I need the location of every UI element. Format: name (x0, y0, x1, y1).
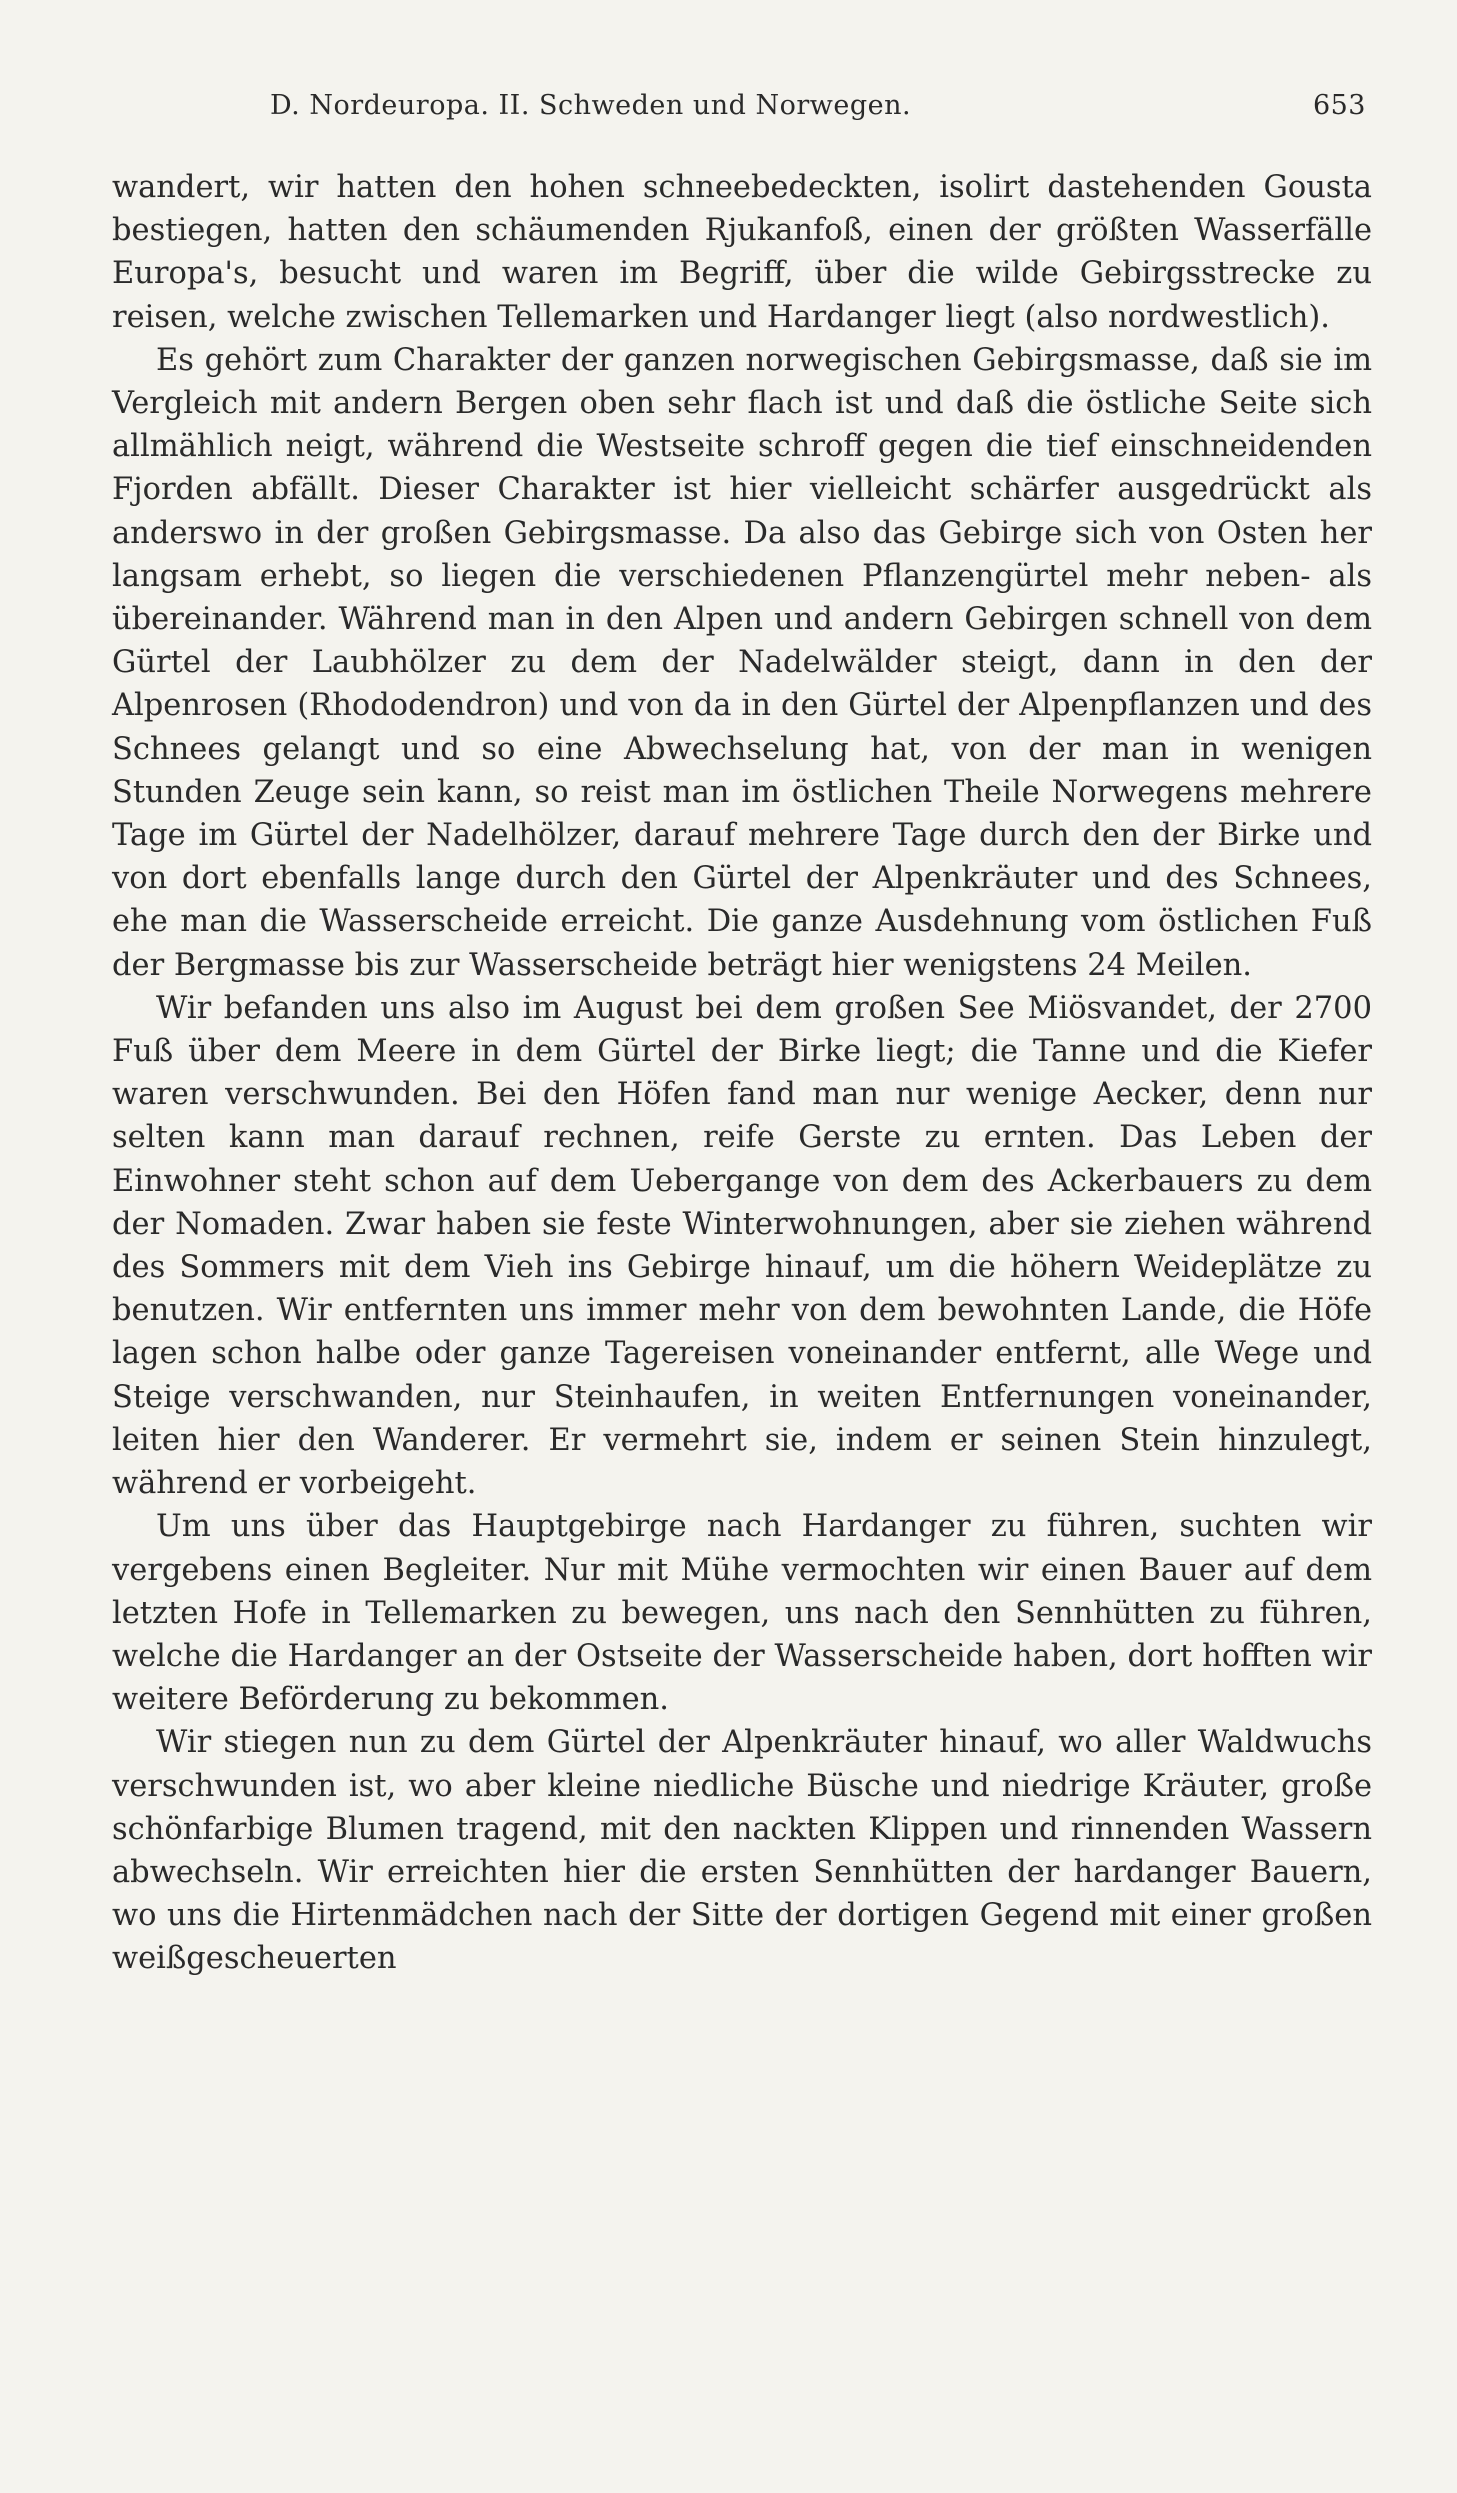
paragraph: Wir befanden uns also im August bei dem großen See Miösvandet, der 2700 Fuß über dem Meere in dem Gürtel der Birke liegt; die Tanne und die Kiefer waren verschwunden. Bei den Höfen fand man nur wenige Aecker, denn nur selten kann man darauf rechnen, reife Gerste zu ernten. Das Leben der Einwohner steht schon auf dem Uebergange von dem des Ackerbauers zu dem der Nomaden. Zwar haben sie feste Winterwohnungen, aber sie ziehen während des Sommers mit dem Vieh ins Gebirge hinauf, um die höhern Weideplätze zu benutzen. Wir entfernten uns immer mehr von dem bewohnten Lande, die Höfe lagen schon halbe oder ganze Tagereisen voneinander entfernt, alle Wege und Steige verschwanden, nur Steinhaufen, in weiten Entfernungen voneinander, leiten hier den Wanderer. Er vermehrt sie, indem er seinen Stein hinzulegt, während er vorbeigeht. (112, 990, 1372, 1502)
book-page (112, 84, 1372, 2464)
running-head (112, 84, 1372, 140)
body-text (112, 166, 1372, 1981)
page-number: 653 (1312, 90, 1366, 121)
paragraph: Um uns über das Hauptgebirge nach Hardanger zu führen, suchten wir vergebens einen Begleiter. Nur mit Mühe vermochten wir einen Bauer auf dem letzten Hofe in Tellemarken zu bewegen, uns nach den Sennhütten zu führen, welche die Hardanger an der Ostseite der Wasserscheide haben, dort hofften wir weitere Beförderung zu bekommen. (112, 1509, 1372, 1718)
running-head-title: D. Nordeuropa. II. Schweden und Norwegen. (270, 90, 912, 121)
paragraph: Es gehört zum Charakter der ganzen norwegischen Gebirgsmasse, daß sie im Vergleich mit andern Bergen oben sehr flach ist und daß die östliche Seite sich allmählich neigt, während die Westseite schroff gegen die tief einschneidenden Fjorden abfällt. Dieser Charakter ist hier vielleicht schärfer ausgedrückt als anderswo in der großen Gebirgsmasse. Da also das Gebirge sich von Osten her langsam erhebt, so liegen die verschiedenen Pflanzengürtel mehr neben- als übereinander. Während man in den Alpen und andern Gebirgen schnell von dem Gürtel der Laubhölzer zu dem der Nadelwälder steigt, dann in den der Alpenrosen (Rhododendron) und von da in den Gürtel der Alpenpflanzen und des Schnees gelangt und so eine Abwechselung hat, von der man in wenigen Stunden Zeuge sein kann, so reist man im östlichen Theile Norwegens mehrere Tage im Gürtel der Nadelhölzer, darauf mehrere Tage durch den der Birke und von dort ebenfalls lange durch den Gürtel der Alpenkräuter und des Schnees, ehe man die Wasserscheide erreicht. Die ganze Ausdehnung vom östlichen Fuß der Bergmasse bis zur Wasserscheide beträgt hier wenigstens 24 Meilen. (112, 342, 1372, 983)
paragraph: Wir stiegen nun zu dem Gürtel der Alpenkräuter hinauf, wo aller Waldwuchs verschwunden ist, wo aber kleine niedliche Büsche und niedrige Kräuter, große schönfarbige Blumen tragend, mit den nackten Klippen und rinnenden Wassern abwechseln. Wir erreichten hier die ersten Sennhütten der hardanger Bauern, wo uns die Hirtenmädchen nach der Sitte der dortigen Gegend mit einer großen weißgescheuerten (112, 1725, 1372, 1977)
paragraph: wandert, wir hatten den hohen schneebedeckten, isolirt dastehenden Gousta bestiegen, hatten den schäumenden Rjukanfoß, einen der größten Wasserfälle Europa's, besucht und waren im Begriff, über die wilde Gebirgsstrecke zu reisen, welche zwischen Tellemarken und Hardanger liegt (also nordwestlich). (112, 170, 1372, 335)
